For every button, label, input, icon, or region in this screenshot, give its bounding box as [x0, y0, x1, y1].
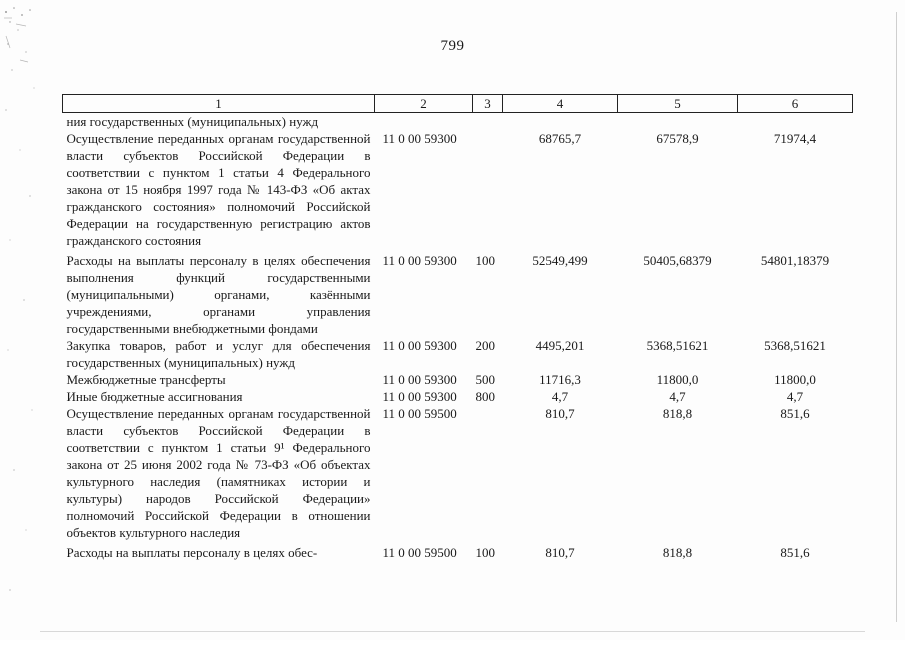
- row-name: Закупка товаров, работ и услуг для обеспечения государственных (муниципальных) нужд: [66, 338, 371, 370]
- row-value-col4: 810,7: [545, 406, 575, 421]
- row-value-col6: 851,6: [780, 545, 810, 560]
- row-name: Осуществление переданных органам государственной власти субъектов Российской Федерации в соответствии с пунктом 1 статьи 9¹ Федерального закона от 25 июня 2002 года № 73-ФЗ «Об объектах культурного наследия (памятниках истории и культуры) народов Российской Федерации» полномочий Российской Федерации в отношении объектов культурного наследия: [66, 406, 371, 540]
- row-csr-code: 11 0 00 59300: [382, 253, 457, 268]
- row-value-col5: 11800,0: [656, 372, 699, 387]
- table-row: [63, 405, 853, 541]
- column-header: 1: [63, 95, 375, 113]
- row-value-col4: 68765,7: [538, 131, 582, 146]
- row-name: ния государственных (муниципальных) нужд: [66, 114, 319, 129]
- row-expense-type: 500: [475, 372, 495, 387]
- scan-bottom-edge: [40, 631, 865, 632]
- scan-right-edge: [896, 12, 897, 622]
- row-value-col4: 4,7: [551, 389, 569, 404]
- row-csr-code: 11 0 00 59300: [382, 338, 457, 353]
- table-row: [63, 541, 853, 561]
- row-value-col5: 818,8: [662, 406, 693, 421]
- row-csr-code: 11 0 00 59500: [382, 545, 457, 560]
- row-value-col4: [503, 113, 618, 131]
- row-value-col6: 54801,18379: [760, 253, 830, 268]
- row-value-col5: [618, 113, 738, 131]
- row-name: Расходы на выплаты персоналу в целях обеспечения выполнения функций государственными (муниципальными) органами, казёнными учреждениями, органами управления государственными внебюджетными фондами: [66, 253, 371, 336]
- row-value-col6: [738, 113, 853, 131]
- scan-left-edge: [0, 0, 50, 640]
- row-name: Осуществление переданных органам государственной власти субъектов Российской Федерации в соответствии с пунктом 1 статьи 4 Федерального закона от 15 ноября 1997 года № 143-ФЗ «Об актах гражданского состояния» полномочий Российской Федерации на государственную регистрацию актов гражданского состояния: [66, 131, 371, 248]
- column-header: 2: [375, 95, 473, 113]
- row-value-col4: 810,7: [545, 545, 575, 560]
- row-value-col6: 11800,0: [774, 372, 816, 387]
- row-expense-type: 800: [475, 389, 495, 404]
- table-row: [63, 337, 853, 371]
- row-csr-code: 11 0 00 59300: [382, 389, 457, 404]
- column-header: 3: [473, 95, 503, 113]
- row-csr-code: 11 0 00 59300: [382, 131, 457, 146]
- row-csr-code: 11 0 00 59500: [382, 406, 457, 421]
- row-value-col5: 50405,68379: [643, 253, 712, 268]
- column-header: 5: [618, 95, 738, 113]
- row-value-col5: 67578,9: [656, 131, 699, 146]
- row-name: Иные бюджетные ассигнования: [66, 389, 243, 404]
- row-value-col5: 5368,51621: [646, 338, 709, 353]
- row-expense-type: 100: [475, 253, 495, 268]
- row-value-col6: 4,7: [786, 389, 804, 404]
- row-expense-type: 200: [475, 338, 495, 353]
- row-value-col5: 4,7: [669, 389, 686, 404]
- row-value-col4: 52549,499: [532, 253, 588, 268]
- row-name: Расходы на выплаты персоналу в целях обес-: [66, 545, 318, 560]
- row-csr-code: 11 0 00 59300: [382, 372, 457, 387]
- row-expense-type: [473, 130, 503, 249]
- row-expense-type: 100: [475, 545, 495, 560]
- budget-table: [62, 94, 853, 561]
- row-value-col6: 5368,51621: [764, 338, 826, 353]
- row-expense-type: [473, 113, 503, 131]
- column-number-row: [63, 95, 853, 113]
- page-number: 799: [440, 38, 465, 54]
- table-row: [63, 388, 853, 405]
- column-header: 6: [738, 95, 853, 113]
- row-name: Межбюджетные трансферты: [66, 372, 226, 387]
- row-value-col4: 4495,201: [535, 338, 585, 353]
- row-value-col4: 11716,3: [539, 372, 581, 387]
- table-row: [63, 249, 853, 337]
- table-row: [63, 113, 853, 131]
- row-value-col6: 71974,4: [773, 131, 817, 146]
- row-value-col5: 818,8: [662, 545, 693, 560]
- row-value-col6: 851,6: [780, 406, 810, 421]
- table-row: [63, 130, 853, 249]
- row-csr-code: [375, 113, 473, 131]
- column-header: 4: [503, 95, 618, 113]
- row-expense-type: [473, 405, 503, 541]
- table-row: [63, 371, 853, 388]
